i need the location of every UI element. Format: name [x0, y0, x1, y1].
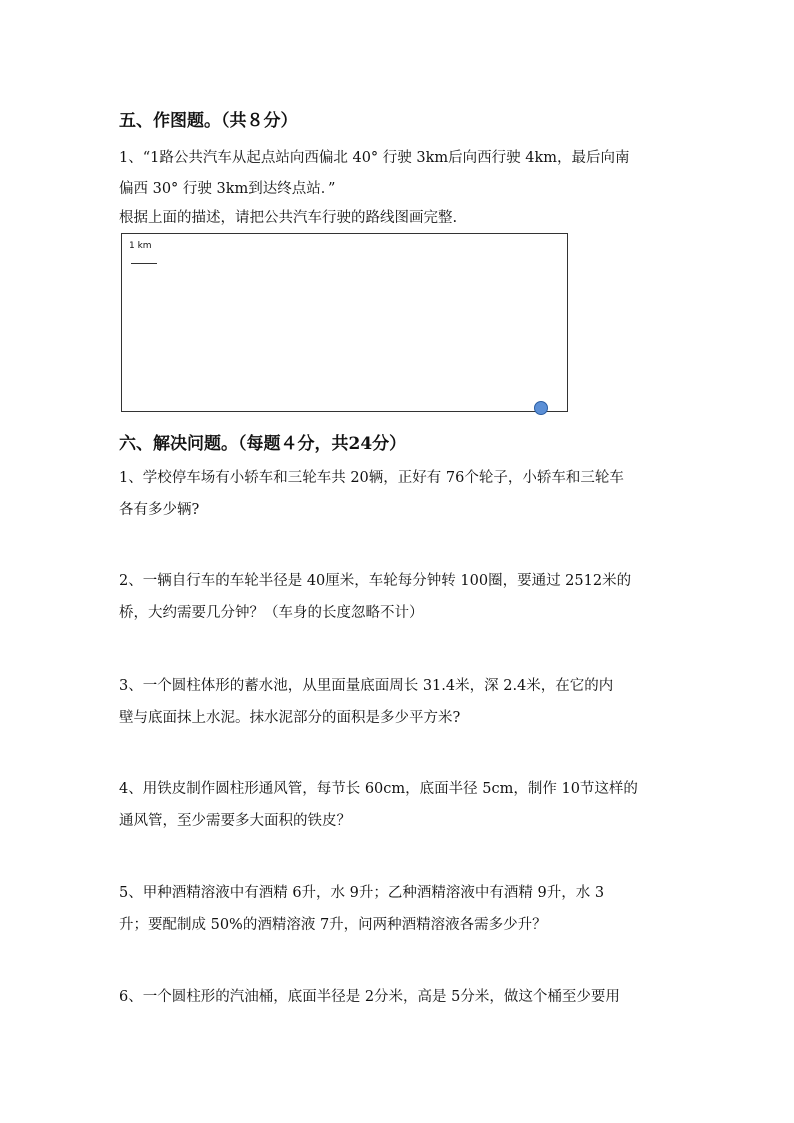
section-5-title: 五、作图题。（共８分）	[119, 111, 298, 131]
scale-label: 1 km	[129, 241, 152, 251]
section-5-q1-line3: 根据上面的描述，请把公共汽车行驶的路线图画完整.	[119, 210, 458, 226]
section-6-q4-line2: 通风管，至少需要多大面积的铁皮？	[119, 813, 351, 829]
section-6-q2-line2: 桥，大约需要几分钟？（车身的长度忽略不计）	[119, 605, 424, 621]
section-6-q4-line1: 4、用铁皮制作圆柱形通风管，每节长 60cm，底面半径 5cm，制作 10节这样的	[119, 781, 638, 797]
section-5-q1-line1: 1、“1路公共汽车从起点站向西偏北 40° 行驶 3km后向西行驶 4km，最后向南	[119, 150, 630, 166]
section-6-q1-line1: 1、学校停车场有小轿车和三轮车共 20辆，正好有 76个轮子，小轿车和三轮车	[119, 470, 624, 486]
section-6-q5-line1: 5、甲种酒精溶液中有酒精 6升，水 9升；乙种酒精溶液中有酒精 9升，水 3	[119, 885, 605, 901]
route-drawing-box[interactable]	[121, 233, 568, 412]
section-6-q3-line2: 壁与底面抹上水泥。抹水泥部分的面积是多少平方米?	[119, 710, 461, 726]
section-6-q2-line1: 2、一辆自行车的车轮半径是 40厘米，车轮每分钟转 100圈，要通过 2512米的	[119, 573, 632, 589]
scale-bar	[131, 263, 157, 264]
section-6-q5-line2: 升；要配制成 50%的酒精溶液 7升，问两种酒精溶液各需多少升？	[119, 917, 547, 933]
section-6-q6-line1: 6、一个圆柱形的汽油桶，底面半径是 2分米，高是 5分米，做这个桶至少要用	[119, 989, 620, 1005]
section-5-q1-line2: 偏西 30° 行驶 3km到达终点站．”	[119, 181, 336, 197]
section-6-q3-line1: 3、一个圆柱体形的蓄水池，从里面量底面周长 31.4米，深 2.4米，在它的内	[119, 678, 614, 694]
section-6-q1-line2: 各有多少辆?	[119, 502, 200, 518]
start-station-dot	[534, 401, 548, 415]
section-6-title: 六、解决问题。（每题４分，共24分）	[119, 434, 407, 454]
